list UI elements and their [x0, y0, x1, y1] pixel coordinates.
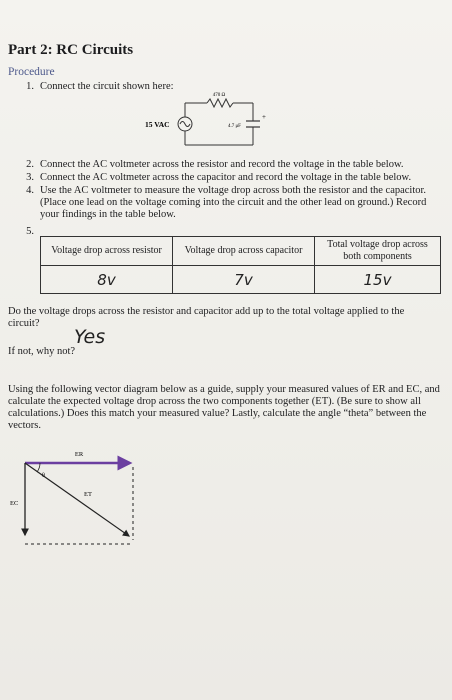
step-number: 2.	[26, 159, 34, 170]
question-text: Do the voltage drops across the resistor and capacitor add up to the total voltage applied to the circuit?	[8, 306, 405, 329]
step-text: Use the AC voltmeter to measure the voltage drop across both the resistor and the capacitor. (Place one lead on the voltage coming into the circuit and the other lead on ground.) Record your findings in the table below.	[40, 185, 427, 220]
step-4	[20, 185, 440, 225]
header-total: Total voltage drop across both components	[315, 237, 441, 266]
er-label: ER	[74, 451, 84, 458]
step-2	[20, 159, 440, 171]
resistor-symbol	[207, 99, 233, 107]
vector-instructions: Using the following vector diagram below as a guide, supply your measured values of ER and EC, and calculate the expected voltage drop across the two components together (ET). (Be sure to show all calculations.) Does this match your measured value? Lastly, calculate the angle “theta” between the vectors.	[8, 384, 440, 431]
circuit-diagram	[0, 0, 452, 160]
resistor-label: 470 Ω	[212, 93, 226, 98]
capacitor-label: 4.7 μF	[228, 124, 241, 129]
header-capacitor: Voltage drop across capacitor	[173, 237, 315, 266]
step-text: Connect the AC voltmeter across the resistor and record the voltage in the table below.	[40, 159, 404, 170]
step-number: 3.	[26, 172, 34, 183]
table-header-row	[41, 237, 441, 266]
section-heading: Procedure	[8, 66, 55, 78]
table-row	[41, 266, 441, 294]
theta-label: θ	[42, 473, 45, 479]
step-text: Connect the AC voltmeter across the capacitor and record the voltage in the table below.	[40, 172, 412, 183]
ec-label: EC	[10, 500, 19, 507]
handwritten-answer[interactable]: Yes	[74, 326, 106, 348]
step-number: 5.	[26, 226, 34, 237]
step-number: 4.	[26, 185, 34, 196]
page-title: Part 2: RC Circuits	[8, 42, 134, 58]
step-text: Connect the circuit shown here:	[40, 81, 174, 92]
voltage-table	[40, 236, 441, 294]
value-resistor[interactable]: 8v	[41, 266, 173, 294]
step-3	[20, 172, 440, 184]
header-resistor: Voltage drop across resistor	[41, 237, 173, 266]
et-vector	[25, 463, 129, 536]
vector-diagram	[0, 440, 160, 550]
value-capacitor[interactable]: 7v	[173, 266, 315, 294]
value-total[interactable]: 15v	[315, 266, 441, 294]
followup-text: If not, why not?	[8, 346, 76, 357]
source-label: 15 VAC	[145, 120, 170, 129]
capacitor-polarity: +	[262, 113, 266, 121]
et-label: ET	[84, 491, 92, 498]
step-number: 1.	[26, 81, 34, 92]
